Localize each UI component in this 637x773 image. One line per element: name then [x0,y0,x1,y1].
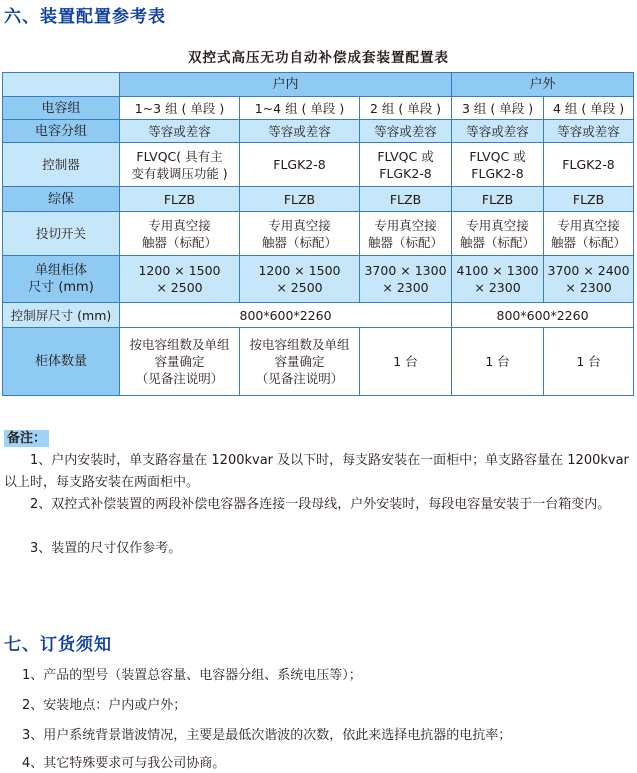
note-item: 3、装置的尺寸仅作参考。 [4,541,182,556]
note-item: 1、户内安装时，单支路容量在 1200kvar 及以下时，每支路安装在一面柜中；单支路容量在 1200kvar 以上时，每支路安装在两面柜中。 [4,453,629,490]
configuration-table [2,72,634,396]
notes-label: 备注： [4,430,49,447]
row-label: 电容分组 [3,120,120,143]
table-cell: 4 组 ( 单段 ) [544,97,634,120]
table-cell: 1200 × 1500 × 2500 [240,256,360,303]
table-cell: FLGK2-8 [544,143,634,187]
table-cell: 1 台 [360,328,452,396]
table-caption: 双控式高压无功自动补偿成套装置配置表 [188,50,449,66]
table-cell: 按电容组数及单组 容量确定 （见备注说明） [120,328,240,396]
table-cell: 2 组 ( 单段 ) [360,97,452,120]
table-cell: 1 台 [544,328,634,396]
row-label: 柜体数量 [3,328,120,396]
table-cell: 1 台 [452,328,544,396]
row-label: 投切开关 [3,212,120,256]
table-cell: 3700 × 2400 × 2300 [544,256,634,303]
order-item: 2、安装地点：户内或户外； [22,698,187,713]
row-label: 单组柜体 尺寸 (mm) [3,256,120,303]
table-header-row [3,73,634,97]
table-row [3,120,634,143]
table-cell: 专用真空接 触器（标配） [544,212,634,256]
table-cell: FLVQC 或 FLGK2-8 [452,143,544,187]
table-cell: FLZB [240,187,360,212]
row-label: 电容组 [3,97,120,120]
note-item: 2、双控式补偿装置的两段补偿电容器各连接一段母线，户外安装时，每段电容量安装于一台箱变内。 [4,497,611,512]
section-7-title: 七、订货须知 [4,635,112,655]
table-cell: FLVQC 或 FLGK2-8 [360,143,452,187]
table-cell: 专用真空接 触器（标配） [452,212,544,256]
table-row [3,328,634,396]
table-cell: 等容或差容 [240,120,360,143]
table-row [3,303,634,328]
header-outdoor: 户外 [452,73,634,97]
table-row [3,97,634,120]
table-cell: 1~3 组 ( 单段 ) [120,97,240,120]
table-cell: FLZB [360,187,452,212]
table-cell: FLZB [120,187,240,212]
table-cell: 等容或差容 [360,120,452,143]
table-cell: 800*600*2260 [452,303,634,328]
table-cell: 800*600*2260 [120,303,452,328]
table-cell: 等容或差容 [544,120,634,143]
table-cell: 1~4 组 ( 单段 ) [240,97,360,120]
table-row [3,143,634,187]
table-cell: FLGK2-8 [240,143,360,187]
table-cell: 专用真空接 触器（标配） [240,212,360,256]
row-label: 控制器 [3,143,120,187]
section-6-title: 六、装置配置参考表 [4,7,166,27]
header-indoor: 户内 [120,73,452,97]
table-cell: 专用真空接 触器（标配） [120,212,240,256]
row-label: 控制屏尺寸 (mm) [3,303,120,328]
table-cell: 按电容组数及单组 容量确定 （见备注说明） [240,328,360,396]
table-cell: 1200 × 1500 × 2500 [120,256,240,303]
table-cell: 3 组 ( 单段 ) [452,97,544,120]
table-cell: 3700 × 1300 × 2300 [360,256,452,303]
order-item: 4、其它特殊要求可与我公司协商。 [22,756,226,771]
table-row [3,256,634,303]
table-cell: 4100 × 1300 × 2300 [452,256,544,303]
table-cell: 等容或差容 [120,120,240,143]
table-row [3,212,634,256]
table-cell: 等容或差容 [452,120,544,143]
order-item: 3、用户系统背景谐波情况，主要是最低次谐波的次数，依此来选择电抗器的电抗率； [22,728,512,743]
table-cell: FLZB [452,187,544,212]
row-label: 综保 [3,187,120,212]
table-cell: FLVQC( 具有主 变有载调压功能 ) [120,143,240,187]
table-cell: 专用真空接 触器（标配） [360,212,452,256]
order-item: 1、产品的型号（装置总容量、电容器分组、系统电压等）； [22,668,362,683]
table-corner-cell [3,73,120,97]
table-row [3,187,634,212]
table-cell: FLZB [544,187,634,212]
